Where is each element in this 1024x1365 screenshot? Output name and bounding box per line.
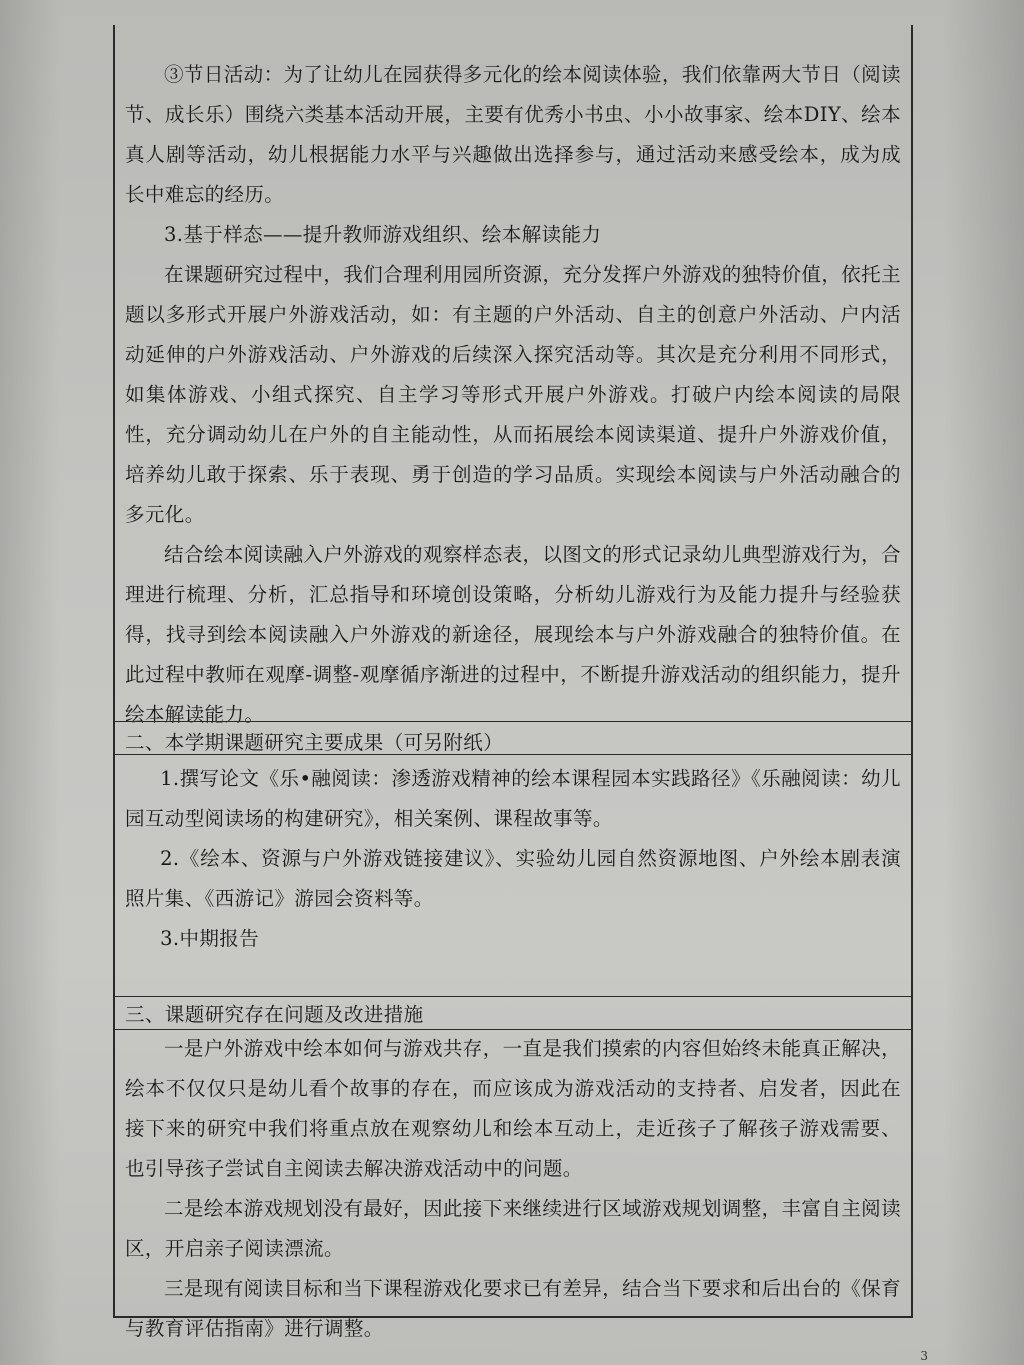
- section2-content: [125, 759, 901, 959]
- research-process-paragraph: 在课题研究过程中，我们合理利用园所资源，充分发挥户外游戏的独特价值，依托主题以多形式开展户外游戏活动，如：有主题的户外活动、自主的创意户外活动、户内活动延伸的户外游戏活动、户外游戏的后续深入探究活动等。其次是充分利用不同形式，如集体游戏、小组式探究、自主学习等形式开展户外游戏。打破户内绘本阅读的局限性，充分调动幼儿在户外的自主能动性，从而拓展绘本阅读渠道、提升户外游戏价值，培养幼儿敢于探索、乐于表现、勇于创造的学习品质。实现绘本阅读与户外活动融合的多元化。: [125, 263, 901, 526]
- report-table: [113, 25, 913, 1340]
- paper-shadow-left: [0, 0, 60, 1365]
- problem-item: 一是户外游戏中绘本如何与游戏共存，一直是我们摸索的内容但始终未能真正解决，绘本不仅仅只是幼儿看个故事的存在，而应该成为游戏活动的支持者、启发者，因此在接下来的研究中我们将重点放在观察幼儿和绘本互动上，走近孩子了解孩子游戏需要、也引导孩子尝试自主阅读去解决游戏活动中的问题。: [125, 1037, 901, 1180]
- festival-activities-paragraph: ③节日活动：为了让幼儿在园获得多元化的绘本阅读体验，我们依靠两大节日（阅读节、成长乐）围绕六类基本活动开展，主要有优秀小书虫、小小故事家、绘本DIY、绘本真人剧等活动，幼儿根据能力水平与兴趣做出选择参与，通过活动来感受绘本，成为成长中难忘的经历。: [125, 63, 901, 206]
- row-divider: [115, 754, 911, 755]
- paper-shadow-right: [944, 0, 1024, 1365]
- subheading-style-state: 3.基于样态——提升教师游戏组织、绘本解读能力: [164, 223, 602, 246]
- section2-title: 二、本学期课题研究主要成果（可另附纸）: [125, 731, 504, 754]
- row-divider: [115, 996, 911, 997]
- row-divider: [115, 721, 911, 722]
- achievement-item: 1.撰写论文《乐•融阅读：渗透游戏精神的绘本课程园本实践路径》《乐融阅读：幼儿园互动型阅读场的构建研究》，相关案例、课程故事等。: [125, 767, 901, 830]
- section1-content: [125, 55, 901, 735]
- page-number: 3: [920, 1349, 928, 1363]
- observation-paragraph: 结合绘本阅读融入户外游戏的观察样态表，以图文的形式记录幼儿典型游戏行为，合理进行梳理、分析，汇总指导和环境创设策略，分析幼儿游戏行为及能力提升与经验获得，找寻到绘本阅读融入户外游戏的新途径，展现绘本与户外游戏融合的独特价值。在此过程中教师在观摩-调整-观摩循序渐进的过程中，不断提升游戏活动的组织能力，提升绘本解读能力。: [125, 543, 901, 726]
- section3-content: [125, 1029, 901, 1349]
- achievement-item: 3.中期报告: [160, 927, 260, 950]
- problem-item: 二是绘本游戏规划没有最好，因此接下来继续进行区域游戏规划调整，丰富自主阅读区，开启亲子阅读漂流。: [125, 1197, 901, 1260]
- achievement-item: 2.《绘本、资源与户外游戏链接建议》、实验幼儿园自然资源地图、户外绘本剧表演照片集、《西游记》游园会资料等。: [125, 847, 901, 910]
- problem-item: 三是现有阅读目标和当下课程游戏化要求已有差异，结合当下要求和后出台的《保育与教育评估指南》进行调整。: [125, 1277, 901, 1340]
- section3-title: 三、课题研究存在问题及改进措施: [125, 1003, 424, 1026]
